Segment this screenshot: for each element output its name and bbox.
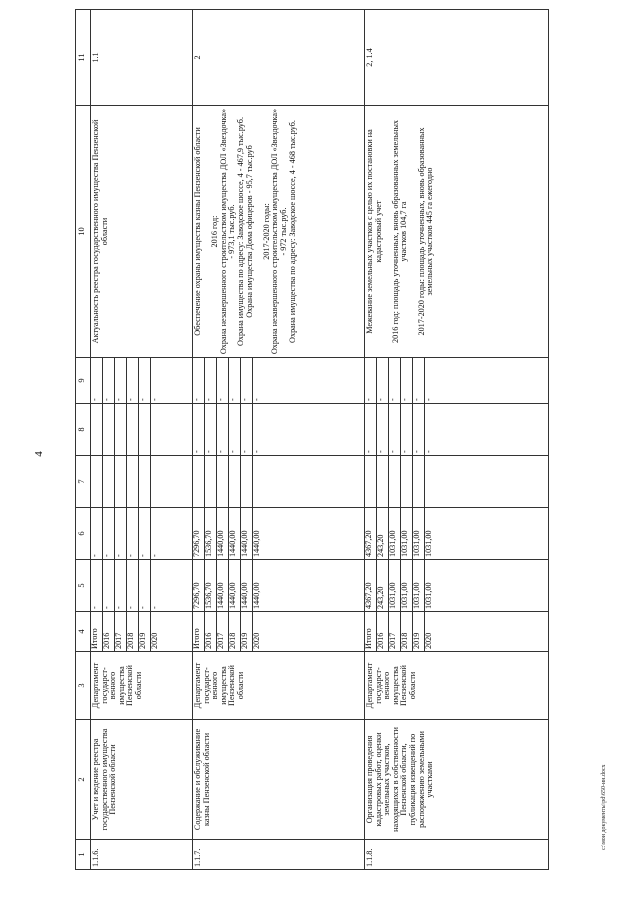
funding-other [91, 358, 193, 404]
funding-total [365, 560, 549, 612]
funding-other-value: - [252, 398, 261, 401]
funding-total-value: 1440,00 [217, 560, 229, 611]
funding-federal-value [115, 456, 127, 507]
funding-total-value: 243,20 [377, 560, 389, 611]
funding-federal-value [127, 456, 139, 507]
funding-local-value: - [424, 450, 433, 453]
funding-federal-value [193, 456, 205, 507]
funding-total-value: - [127, 560, 139, 611]
header-row [76, 10, 91, 870]
funding-local-value [91, 404, 103, 455]
year-list-value: 2016 [377, 612, 389, 651]
funding-regional-value: - [91, 508, 103, 559]
expected-result: Актуальность реестра государственного имущества Пензенской области [91, 106, 193, 358]
year-list-value: 2018 [229, 612, 241, 651]
year-list-value: Итого [91, 612, 103, 651]
funding-regional-value: 243,20 [377, 508, 389, 559]
year-list [193, 612, 365, 652]
funding-regional-value: 1031,00 [424, 530, 433, 557]
funding-other-value: - [229, 358, 241, 403]
funding-regional [91, 508, 193, 560]
funding-federal-value [365, 456, 377, 507]
year-list-value: 2019 [139, 612, 151, 651]
funding-federal-value [229, 456, 241, 507]
funding-regional-value: 7296,70 [193, 508, 205, 559]
funding-other-value: - [193, 358, 205, 403]
funding-regional-value: 1031,00 [413, 508, 425, 559]
funding-other-value: - [91, 358, 103, 403]
funding-other [193, 358, 365, 404]
funding-federal [91, 456, 193, 508]
funding-other-value: - [115, 358, 127, 403]
funding-federal-value [377, 456, 389, 507]
funding-other-value: - [377, 358, 389, 403]
funding-regional-value: 1440,00 [241, 508, 253, 559]
funding-federal-value [217, 456, 229, 507]
item-number: 1.1.7. [193, 840, 365, 870]
funding-local-value: - [217, 404, 229, 455]
funding-local [91, 404, 193, 456]
funding-total-value: - [103, 560, 115, 611]
funding-federal-value [413, 456, 425, 507]
funding-total-value: - [115, 560, 127, 611]
funding-total [193, 560, 365, 612]
funding-regional-value: 1440,00 [217, 508, 229, 559]
funding-other-value: - [401, 358, 413, 403]
funding-other-value: - [389, 358, 401, 403]
column-header-5: 5 [76, 560, 91, 612]
funding-regional-value: 1031,00 [389, 508, 401, 559]
funding-local-value: - [365, 404, 377, 455]
funding-total-value: 1440,00 [241, 560, 253, 611]
funding-other-value: - [241, 358, 253, 403]
funding-other [365, 358, 549, 404]
item-executor: Департамент государст-венного имущества Пензенской области [91, 652, 193, 720]
column-header-6: 6 [76, 508, 91, 560]
funding-other-value: - [413, 358, 425, 403]
column-header-2: 2 [76, 720, 91, 840]
column-header-3: 3 [76, 652, 91, 720]
program-table [75, 9, 549, 870]
year-list-value: 2017 [217, 612, 229, 651]
indicator-ref: 2 [193, 10, 365, 106]
year-list-value: 2018 [401, 612, 413, 651]
table-row [365, 10, 549, 870]
column-header-7: 7 [76, 456, 91, 508]
funding-local-value [127, 404, 139, 455]
indicator-ref: 2, 1.4 [365, 10, 549, 106]
funding-federal-value [205, 456, 217, 507]
funding-other-value: - [217, 358, 229, 403]
funding-federal-value [241, 456, 253, 507]
funding-other-value: - [139, 358, 151, 403]
item-name: Учет и ведение реестра государственного имущества Пензенской области [91, 720, 193, 840]
year-list-value: 2016 [103, 612, 115, 651]
funding-other-value: - [127, 358, 139, 403]
funding-regional-value: 1031,00 [401, 508, 413, 559]
funding-regional-value: 1440,00 [229, 508, 241, 559]
funding-regional-value: 1440,00 [252, 530, 261, 557]
funding-federal-value [151, 456, 163, 507]
year-list-value: 2018 [127, 612, 139, 651]
funding-local-value [151, 404, 163, 455]
funding-federal [193, 456, 365, 508]
funding-other-value: - [205, 358, 217, 403]
funding-federal-value [139, 456, 151, 507]
table-row [91, 10, 193, 870]
rotated-table-frame [75, 10, 595, 870]
funding-local-value [115, 404, 127, 455]
funding-total-value: - [91, 560, 103, 611]
year-list-value: Итого [193, 612, 205, 651]
funding-local-value: - [241, 404, 253, 455]
year-list-value: 2017 [115, 612, 127, 651]
year-list [365, 612, 549, 652]
funding-local-value: - [389, 404, 401, 455]
funding-total [91, 560, 193, 612]
funding-regional-value: - [103, 508, 115, 559]
funding-regional-value: 4367,20 [365, 508, 377, 559]
funding-federal-value [401, 456, 413, 507]
funding-local [193, 404, 365, 456]
column-header-9: 9 [76, 358, 91, 404]
year-list-value: 2020 [150, 632, 159, 649]
funding-total-value: 1031,00 [424, 582, 433, 609]
funding-other-value: - [150, 398, 159, 401]
table-row [193, 10, 365, 870]
year-list-value: 2016 [205, 612, 217, 651]
funding-total-value: 1440,00 [229, 560, 241, 611]
year-list [91, 612, 193, 652]
funding-regional-value: - [127, 508, 139, 559]
funding-federal-value [253, 456, 265, 507]
funding-local-value: - [377, 404, 389, 455]
funding-local [365, 404, 549, 456]
funding-regional-value: - [115, 508, 127, 559]
funding-regional-value: - [150, 554, 159, 557]
year-list-value: 2020 [424, 632, 433, 649]
funding-regional-value: 1536,70 [205, 508, 217, 559]
item-number: 1.1.8. [365, 840, 549, 870]
column-header-1: 1 [76, 840, 91, 870]
item-name: Организация проведения кадастровых работ, оценки земельных участков, находящихся в собственности Пензенской области, публикация извещений по распоряжению земельными участками [365, 720, 549, 840]
column-header-11: 11 [76, 10, 91, 106]
funding-other-value: - [424, 398, 433, 401]
funding-local-value [139, 404, 151, 455]
funding-total-value: 1031,00 [401, 560, 413, 611]
column-header-8: 8 [76, 404, 91, 456]
expected-result: Обеспечение охраны имущества казны Пензенской области 2016 год: Охрана незавершенного строительством имущества ДОЛ «Звездочка» - 973,1 тыс.руб. Охрана имущества по адресу: Заводское шоссе, 4 - 467,9 тыс.руб. Охрана имущества Дома офицеров - 95,7 тыс.руб 2017-2020 годы: Охрана незавершенного строительством имущества ДОЛ «Звездочка» - 972 тыс.руб. Охрана имущества по адресу: Заводское шоссе, 4 - 468 тыс.руб. [193, 106, 365, 358]
funding-total-value: 1536,70 [205, 560, 217, 611]
funding-federal-value [389, 456, 401, 507]
year-list-value: 2019 [241, 612, 253, 651]
funding-federal-value [103, 456, 115, 507]
funding-total-value: - [139, 560, 151, 611]
item-executor: Департамент государст-венного имущества Пензенской области [365, 652, 549, 720]
item-name: Содержание и обслуживание казны Пензенской области [193, 720, 365, 840]
funding-federal-value [91, 456, 103, 507]
funding-local-value: - [401, 404, 413, 455]
funding-total-value: 1031,00 [413, 560, 425, 611]
funding-total-value: - [150, 606, 159, 609]
funding-total-value: 4367,20 [365, 560, 377, 611]
funding-regional [193, 508, 365, 560]
item-executor: Департамент государст-венного имущества Пензенской области [193, 652, 365, 720]
funding-local-value: - [413, 404, 425, 455]
funding-total-value: 7296,70 [193, 560, 205, 611]
funding-local-value: - [229, 404, 241, 455]
funding-total-value: 1031,00 [389, 560, 401, 611]
year-list-value: 2017 [389, 612, 401, 651]
funding-local-value: - [193, 404, 205, 455]
funding-federal [365, 456, 549, 508]
page-number: 4 [32, 451, 45, 457]
funding-local-value [103, 404, 115, 455]
funding-local-value: - [205, 404, 217, 455]
item-number: 1.1.6. [91, 840, 193, 870]
footer-path: c:\мои документы\pd\650-ин.docx [601, 764, 607, 850]
column-header-10: 10 [76, 106, 91, 358]
year-list-value: 2019 [413, 612, 425, 651]
expected-result: Межевание земельных участков с целью их постановки на кадастровый учет 2016 год: площадь уточненных, вновь образованных земельных участков 104,7 га 2017-2020 годы: площадь уточненных, вновь образованных земельных участков 445 га ежегодно [365, 106, 549, 358]
year-list-value: 2020 [252, 632, 261, 649]
funding-regional [365, 508, 549, 560]
funding-other-value: - [103, 358, 115, 403]
funding-total-value: 1440,00 [252, 582, 261, 609]
indicator-ref: 1.1 [91, 10, 193, 106]
funding-regional-value: - [139, 508, 151, 559]
funding-federal-value [425, 456, 437, 507]
year-list-value: Итого [365, 612, 377, 651]
funding-local-value: - [252, 450, 261, 453]
column-header-4: 4 [76, 612, 91, 652]
funding-other-value: - [365, 358, 377, 403]
